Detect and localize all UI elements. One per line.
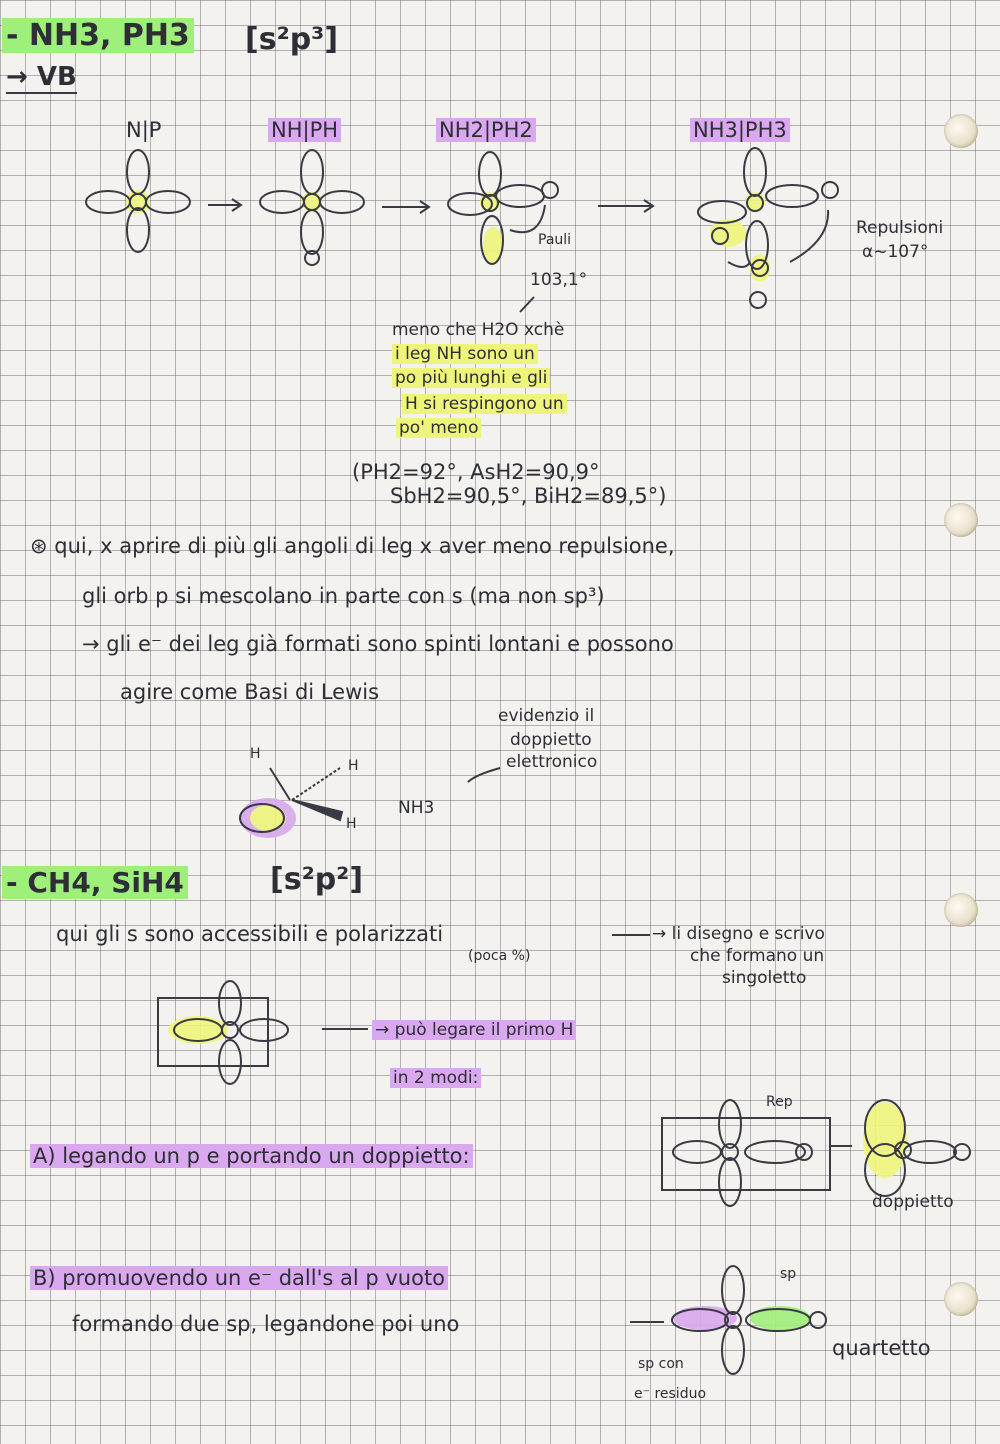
poca-label: (poca %) bbox=[468, 948, 531, 964]
nh3-label: NH3 bbox=[398, 798, 435, 818]
sp-label: sp bbox=[780, 1266, 797, 1282]
note-line-5: po' meno bbox=[396, 418, 481, 438]
asterisk-note-line-1: ⊛ qui, x aprire di più gli angoli di leg x aver meno repulsione, bbox=[30, 534, 675, 558]
nh3-h-right-1: H bbox=[348, 758, 359, 774]
disegno-line-2: che formano un bbox=[690, 946, 825, 966]
section-title-ch4-sih4: - CH4, SiH4 bbox=[2, 866, 188, 899]
repulsioni-label: Repulsioni bbox=[856, 218, 944, 238]
disegno-line-1: → li disegno e scrivo bbox=[652, 924, 825, 944]
rep-label: Rep bbox=[766, 1094, 793, 1110]
e-residuo-label: e⁻ residuo bbox=[634, 1386, 707, 1402]
option-b-line-1: B) promuovendo un e⁻ dall's al p vuoto bbox=[30, 1266, 448, 1290]
option-a: A) legando un p e portando un doppietto: bbox=[30, 1144, 473, 1168]
vb-label: → VB bbox=[6, 62, 77, 92]
sp-con-label: sp con bbox=[638, 1356, 684, 1372]
legare-line-2: in 2 modi: bbox=[390, 1068, 481, 1088]
nh3-h-top: H bbox=[250, 746, 261, 762]
angles-line-1: (PH2=92°, AsH2=90,9° bbox=[352, 460, 600, 484]
section-title-nh3-ph3: - NH3, PH3 bbox=[2, 18, 194, 53]
evidenzio-line-2: doppietto bbox=[510, 730, 592, 750]
evidenzio-line-3: elettronico bbox=[506, 752, 598, 772]
evidenzio-line-1: evidenzio il bbox=[498, 706, 595, 726]
orbital-label-nh-ph: NH|PH bbox=[268, 118, 341, 142]
orbital-label-n-p: N|P bbox=[126, 118, 162, 142]
angle-nh2: 103,1° bbox=[530, 270, 588, 290]
note-line-4: H si respingono un bbox=[402, 394, 567, 414]
angles-line-2: SbH2=90,5°, BiH2=89,5°) bbox=[390, 484, 667, 508]
quartetto-label: quartetto bbox=[832, 1336, 931, 1360]
option-b-line-2: formando due sp, legandone poi uno bbox=[72, 1312, 460, 1336]
nh3-h-right-2: H bbox=[346, 816, 357, 832]
orbital-label-nh3-ph3: NH3|PH3 bbox=[690, 118, 790, 142]
note-line-3: po più lunghi e gli bbox=[392, 368, 550, 388]
legare-line-1: → può legare il primo H bbox=[372, 1020, 576, 1040]
orbital-a-left bbox=[662, 1100, 830, 1206]
asterisk-note-line-4: agire come Basi di Lewis bbox=[120, 680, 380, 704]
doppietto-label: doppietto bbox=[872, 1192, 954, 1212]
electron-config-2: [s²p²] bbox=[270, 862, 364, 897]
alpha-angle: α~107° bbox=[862, 242, 929, 262]
pauli-label: Pauli bbox=[538, 232, 572, 248]
electron-config-1: [s²p³] bbox=[245, 22, 339, 57]
section2-line-1: qui gli s sono accessibili e polarizzati bbox=[56, 922, 444, 946]
orbital-nh3-ph3 bbox=[698, 148, 838, 308]
note-line-2: i leg NH sono un bbox=[392, 344, 538, 364]
note-line-1: meno che H2O xchè bbox=[392, 320, 565, 340]
orbital-label-nh2-ph2: NH2|PH2 bbox=[436, 118, 536, 142]
asterisk-note-line-3: → gli e⁻ dei leg già formati sono spinti lontani e possono bbox=[82, 632, 674, 656]
asterisk-note-line-2: gli orb p si mescolano in parte con s (ma non sp³) bbox=[82, 584, 605, 608]
disegno-line-3: singoletto bbox=[722, 968, 807, 988]
